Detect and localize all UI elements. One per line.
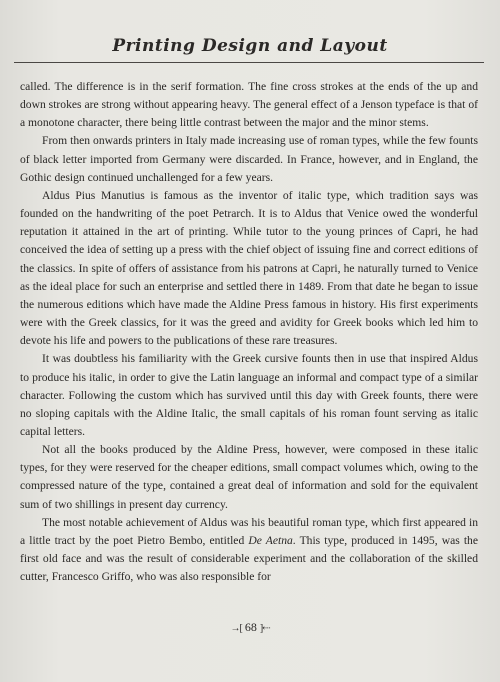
running-head: Printing Design and Layout <box>112 36 388 56</box>
text-run: . This type, produced in 1495, was the first old face and was the result of considerable experiment and the collaboration of the skilled cutter, Francesco Griffo, who was also responsible for <box>20 533 478 584</box>
page-number-line <box>0 620 500 635</box>
paragraph: Not all the books produced by the Aldine Press, however, were composed in these italic types, for they were reserved for the cheaper editions, small compact volumes which, owing to the compressed nature of the type, contained a great deal of information and sold for the equivalent sum of two shillings in present day currency. <box>20 443 478 511</box>
paragraph-last <box>20 514 478 587</box>
page-number: 68 <box>244 620 257 634</box>
book-title: De Aetna <box>248 533 293 547</box>
paragraph: From then onwards printers in Italy made increasing use of roman types, while the few founts of black letter imported from Germany were discarded. In France, however, and in England, the Gothic design continued unchallenged for a few years. <box>20 134 478 184</box>
folio-ornament-right: ]⇠ <box>259 623 270 634</box>
header-rule <box>14 62 484 63</box>
paragraph-continued: called. The difference is in the serif formation. The fine cross strokes at the ends of the up and down strokes are strong without appearing heavy. The general effect of a Jenson typeface is that of a monotone character, there being little contrast between the major and the minor stems. <box>20 80 478 130</box>
body-text <box>20 78 478 586</box>
folio-ornament-left: →[ <box>230 623 242 634</box>
text-run: The most notable achievement of Aldus was his beautiful roman type, which first appeared in a little tract by the poet Pietro Bembo, entitled <box>20 515 478 547</box>
paragraph: Aldus Pius Manutius is famous as the inventor of italic type, which tradition says was founded on the handwriting of the poet Petrarch. It is to Aldus that Venice owed the wonderful reputation it attained in the art of printing. While tutor to the young princes of Capri, he had conceived the idea of setting up a press with the chief object of issuing fine and correct editions of the classics. In spite of offers of assistance from his patrons at Capri, he naturally turned to Venice as the ideal place for such an enterprise and settled there in 1489. From that date he began to issue the numerous editions which have made the Aldine Press famous in history. His first experiments were with the Greek classics, for it was the greed and avidity for Greek books which led him to devote his life and powers to the publications of these rare treasures. <box>20 188 478 348</box>
paragraph: It was doubtless his familiarity with the Greek cursive founts then in use that inspired Aldus to produce his italic, in order to give the Latin language an informal and compact type of a similar character. Following the custom which has survived until this day with Greek founts, there were no sloping capitals with the Aldine Italic, the small capitals of his roman fount serving as italic capital letters. <box>20 352 478 438</box>
